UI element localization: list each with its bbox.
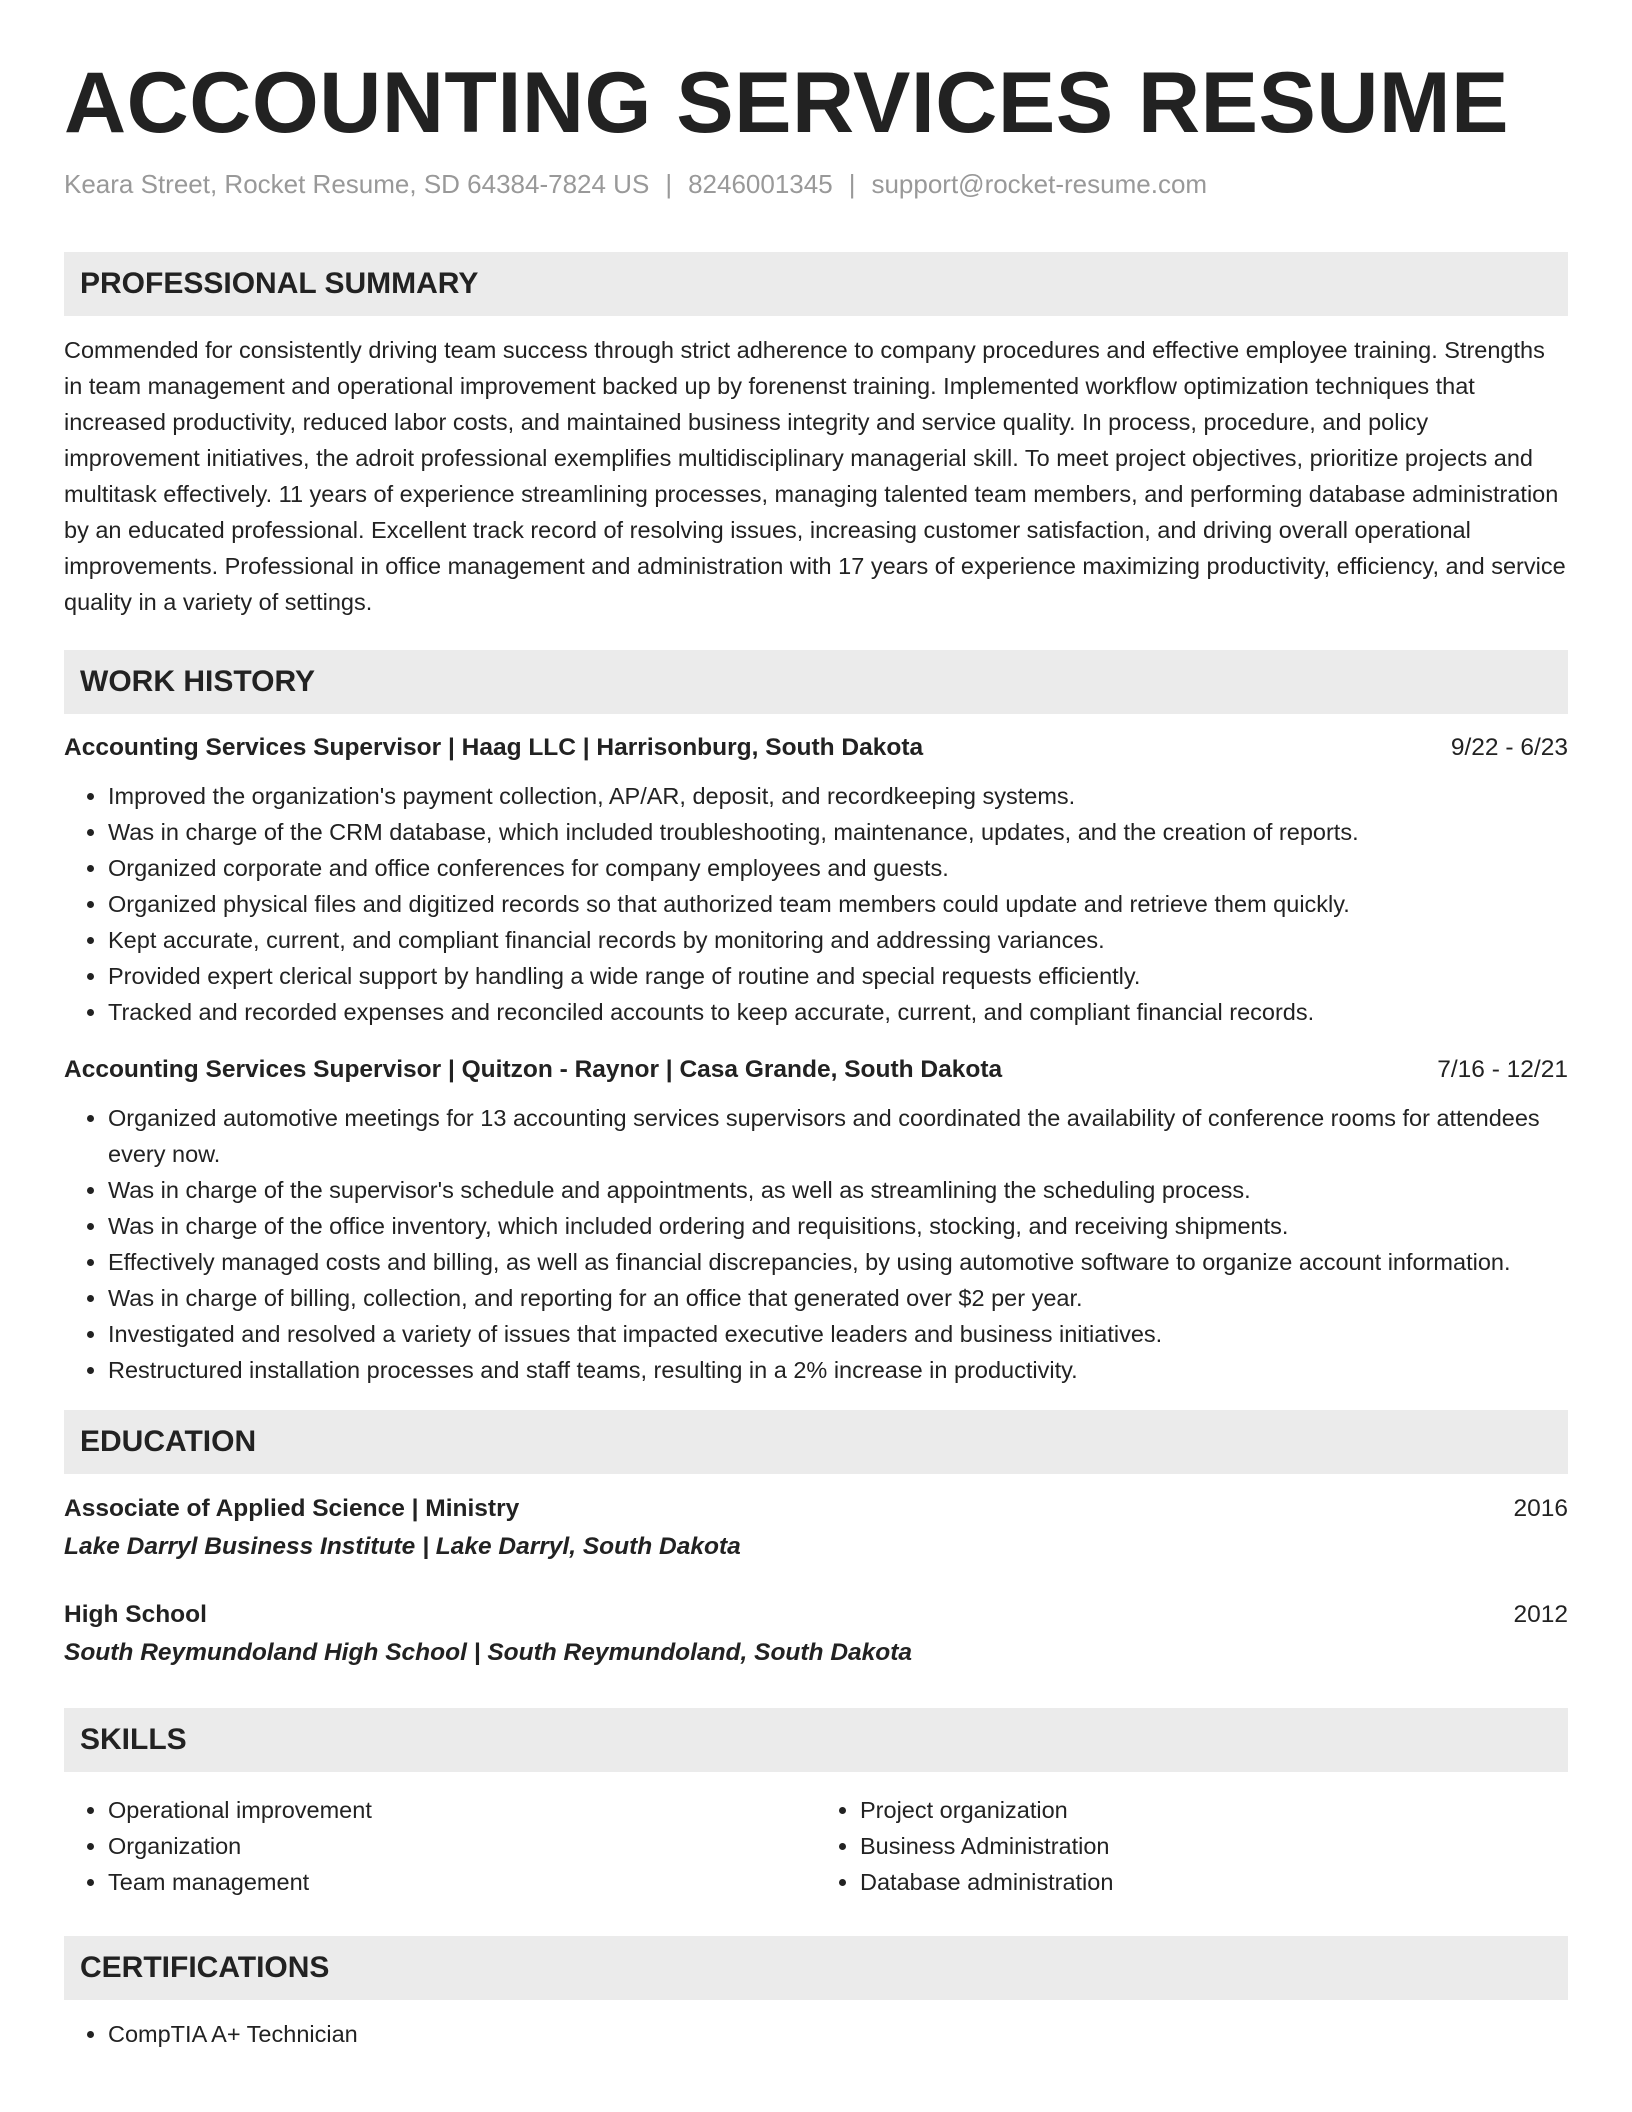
job-bullet: • Organized physical files and digitized records so that authorized team members could update and retrieve them quickly. — [108, 886, 1568, 922]
section-header-education: EDUCATION — [64, 1410, 1568, 1474]
education-header — [64, 1596, 1568, 1634]
education-degree: Associate of Applied Science | Ministry — [64, 1494, 520, 1522]
certification-item: • CompTIA A+ Technician — [108, 2016, 1568, 2052]
resume-title: ACCOUNTING SERVICES RESUME — [64, 55, 1509, 151]
job-bullet: • Organized corporate and office conferences for company employees and guests. — [108, 850, 1568, 886]
skill-item: • Database administration — [860, 1864, 1568, 1900]
job-bullets — [64, 1100, 1568, 1388]
job-bullet: • Restructured installation processes and staff teams, resulting in a 2% increase in productivity. — [108, 1352, 1568, 1388]
job-bullet: • Kept accurate, current, and compliant financial records by monitoring and addressing variances. — [108, 922, 1568, 958]
contact-email: support@rocket-resume.com — [871, 168, 1208, 199]
skill-item: • Organization — [108, 1828, 816, 1864]
job-bullet: • Provided expert clerical support by handling a wide range of routine and special requests efficiently. — [108, 958, 1568, 994]
job-bullet: • Investigated and resolved a variety of issues that impacted executive leaders and business initiatives. — [108, 1316, 1568, 1352]
skills-grid — [64, 1788, 1568, 1900]
contact-separator: | — [665, 168, 673, 199]
education-year: 2016 — [1513, 1494, 1568, 1522]
skill-item: • Project organization — [860, 1792, 1568, 1828]
skills-column-left — [64, 1792, 816, 1900]
certifications-list — [64, 2016, 1568, 2052]
section-header-skills: SKILLS — [64, 1708, 1568, 1772]
section-header-summary: PROFESSIONAL SUMMARY — [64, 252, 1568, 316]
skill-item: • Team management — [108, 1864, 816, 1900]
job-entry — [64, 730, 1568, 1030]
job-dates: 9/22 - 6/23 — [1450, 733, 1568, 761]
education-degree: High School — [64, 1600, 207, 1628]
job-header — [64, 730, 1568, 766]
contact-address: Keara Street, Rocket Resume, SD 64384-7824 US — [64, 168, 650, 199]
job-bullet: • Was in charge of the office inventory, which included ordering and requisitions, stocking, and receiving shipments. — [108, 1208, 1568, 1244]
job-bullet: • Improved the organization's payment collection, AP/AR, deposit, and recordkeeping systems. — [108, 778, 1568, 814]
job-entry — [64, 1052, 1568, 1388]
job-bullet: • Tracked and recorded expenses and reconciled accounts to keep accurate, current, and compliant financial records. — [108, 994, 1568, 1030]
job-header — [64, 1052, 1568, 1088]
job-bullet: • Organized automotive meetings for 13 accounting services supervisors and coordinated the availability of conference rooms for attendees every now. — [108, 1100, 1568, 1172]
education-header — [64, 1490, 1568, 1528]
job-title: Accounting Services Supervisor | Quitzon - Raynor | Casa Grande, South Dakota — [64, 1055, 1003, 1083]
education-entry — [64, 1490, 1568, 1566]
education-school: Lake Darryl Business Institute | Lake Darryl, South Dakota — [64, 1532, 741, 1560]
education-year: 2012 — [1513, 1600, 1568, 1628]
skill-item: • Operational improvement — [108, 1792, 816, 1828]
job-bullets — [64, 778, 1568, 1030]
job-bullet: • Was in charge of the CRM database, which included troubleshooting, maintenance, updates, and the creation of reports. — [108, 814, 1568, 850]
contact-phone: 8246001345 — [688, 168, 833, 199]
contact-separator: | — [848, 168, 856, 199]
skills-column-right — [816, 1792, 1568, 1900]
job-title: Accounting Services Supervisor | Haag LLC | Harrisonburg, South Dakota — [64, 733, 924, 761]
skill-item: • Business Administration — [860, 1828, 1568, 1864]
job-bullet: • Effectively managed costs and billing, as well as financial discrepancies, by using automotive software to organize account information. — [108, 1244, 1568, 1280]
education-school: South Reymundoland High School | South Reymundoland, South Dakota — [64, 1638, 913, 1666]
education-entry — [64, 1596, 1568, 1672]
section-header-certifications: CERTIFICATIONS — [64, 1936, 1568, 2000]
job-bullet: • Was in charge of billing, collection, and reporting for an office that generated over $2 per year. — [108, 1280, 1568, 1316]
job-bullet: • Was in charge of the supervisor's schedule and appointments, as well as streamlining the scheduling process. — [108, 1172, 1568, 1208]
job-dates: 7/16 - 12/21 — [1437, 1055, 1568, 1083]
section-header-work-history: WORK HISTORY — [64, 650, 1568, 714]
contact-line — [64, 169, 1568, 200]
summary-text: Commended for consistently driving team success through strict adherence to company procedures and effective employee training. Strengths in team management and operational improvement backed up by forenenst training. Implemented workflow optimization techniques that increased productivity, reduced labor costs, and maintained business integrity and service quality. In process, procedure, and policy improvement initiatives, the adroit professional exemplifies multidisciplinary managerial skill. To meet project objectives, prioritize projects and multitask effectively. 11 years of experience streamlining processes, managing talented team members, and performing database administration by an educated professional. Excellent track record of resolving issues, increasing customer satisfaction, and driving overall operational improvements. Professional in office management and administration with 17 years of experience maximizing productivity, efficiency, and service quality in a variety of settings. — [64, 336, 1566, 615]
